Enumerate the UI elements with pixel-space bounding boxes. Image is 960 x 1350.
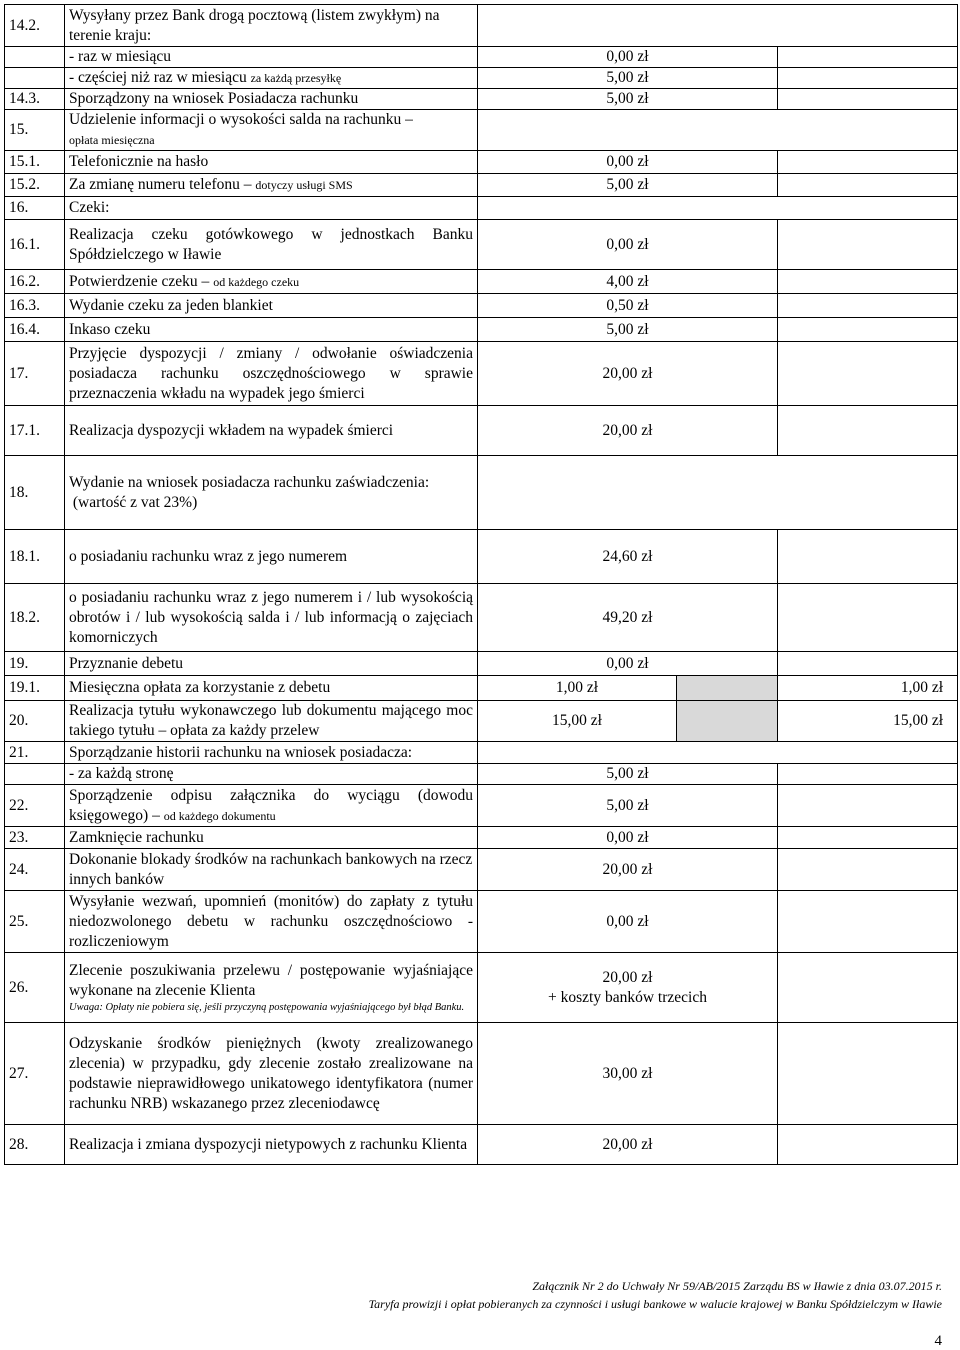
row-number: 23. bbox=[5, 827, 65, 849]
row-amount: 0,00 zł bbox=[478, 652, 778, 676]
row-description: Przyjęcie dyspozycji / zmiany / odwołanie oświadczenia posiadacza rachunku oszczędnościowego w sprawie przeznaczenia wkładu na wypadek jego śmierci bbox=[65, 342, 478, 406]
row-number: 18. bbox=[5, 456, 65, 530]
table-row bbox=[5, 406, 958, 456]
row-description: - częściej niż raz w miesiącu za każdą przesyłkę bbox=[65, 68, 478, 89]
row-number: 28. bbox=[5, 1125, 65, 1165]
row-note: Uwaga: Opłaty nie pobiera się, jeśli przyczyną postępowania wyjaśniającego był błąd Banku. bbox=[69, 1002, 465, 1013]
table-row bbox=[5, 827, 958, 849]
row-amount: 20,00 zł bbox=[478, 406, 778, 456]
table-row bbox=[5, 701, 958, 742]
table-row bbox=[5, 1125, 958, 1165]
row-description: Zamknięcie rachunku bbox=[65, 827, 478, 849]
table-row bbox=[5, 47, 958, 68]
table-row bbox=[5, 530, 958, 584]
row-number: 27. bbox=[5, 1023, 65, 1125]
row-number: 15. bbox=[5, 110, 65, 151]
row-description: Sporządzanie historii rachunku na wniosek posiadacza: bbox=[65, 742, 478, 764]
row-number: 26. bbox=[5, 953, 65, 1023]
row-description: Realizacja dyspozycji wkładem na wypadek śmierci bbox=[65, 406, 478, 456]
row-amount: 20,00 zł bbox=[478, 342, 778, 406]
row-amount: 5,00 zł bbox=[478, 68, 778, 89]
row-number: 15.2. bbox=[5, 174, 65, 197]
row-description: Realizacja tytułu wykonawczego lub dokumentu mającego moc takiego tytułu – opłata za każdy przelew bbox=[65, 701, 478, 742]
table-row bbox=[5, 110, 958, 151]
row-description: Realizacja czeku gotówkowego w jednostkach Banku Spółdzielczego w Iławie bbox=[65, 220, 478, 270]
row-number: 24. bbox=[5, 849, 65, 891]
row-description: Za zmianę numeru telefonu – dotyczy usługi SMS bbox=[65, 174, 478, 197]
row-amount: 20,00 zł + koszty banków trzecich bbox=[478, 953, 778, 1023]
row-number: 15.1. bbox=[5, 151, 65, 174]
table-row bbox=[5, 294, 958, 318]
table-row bbox=[5, 953, 958, 1023]
row-description: Telefonicznie na hasło bbox=[65, 151, 478, 174]
row-description: - raz w miesiącu bbox=[65, 47, 478, 68]
table-row bbox=[5, 342, 958, 406]
table-row bbox=[5, 652, 958, 676]
table-row bbox=[5, 849, 958, 891]
page-number: 4 bbox=[934, 1333, 942, 1349]
row-description: Odzyskanie środków pieniężnych (kwoty zrealizowanego zlecenia) w przypadku, gdy zlecenie zostało zrealizowane na podstawie nieprawidłowego unikatowego identyfikatora (numer rachunku NRB) wskazanego przez zleceniodawcę bbox=[65, 1023, 478, 1125]
row-number: 14.2. bbox=[5, 5, 65, 47]
footer-attachment-line: Załącznik Nr 2 do Uchwały Nr 59/AB/2015 Zarządu BS w Iławie z dnia 03.07.2015 r. bbox=[532, 1279, 942, 1293]
row-description: o posiadaniu rachunku wraz z jego numerem i / lub wysokością obrotów i / lub wysokością salda i / lub informacją o zajęciach komorniczych bbox=[65, 584, 478, 652]
row-amount: 0,00 zł bbox=[478, 151, 778, 174]
row-number: 14.3. bbox=[5, 89, 65, 110]
row-description: Wysyłanie wezwań, upomnień (monitów) do zapłaty z tytułu niedozwolonego debetu w rachunku oszczędnościowo - rozliczeniowym bbox=[65, 891, 478, 953]
table-row bbox=[5, 1023, 958, 1125]
table-row bbox=[5, 456, 958, 530]
row-number: 22. bbox=[5, 785, 65, 827]
row-amount: 1,00 zł bbox=[478, 676, 677, 700]
row-number: 18.2. bbox=[5, 584, 65, 652]
row-amount: 5,00 zł bbox=[478, 174, 778, 197]
row-number: 16.3. bbox=[5, 294, 65, 318]
row-description: Potwierdzenie czeku – od każdego czeku bbox=[65, 270, 478, 294]
row-number: 19. bbox=[5, 652, 65, 676]
row-description: Sporządzony na wniosek Posiadacza rachunku bbox=[65, 89, 478, 110]
row-amount: 5,00 zł bbox=[478, 89, 778, 110]
table-row bbox=[5, 891, 958, 953]
row-description: Wydanie na wniosek posiadacza rachunku zaświadczenia: (wartość z vat 23%) bbox=[65, 456, 478, 530]
row-description: - za każdą stronę bbox=[65, 764, 478, 785]
row-number: 16.2. bbox=[5, 270, 65, 294]
row-number: 20. bbox=[5, 701, 65, 742]
row-amount-2: 1,00 zł bbox=[778, 676, 958, 701]
row-description: Udzielenie informacji o wysokości salda na rachunku – opłata miesięczna bbox=[65, 110, 478, 151]
table-row bbox=[5, 174, 958, 197]
table-row bbox=[5, 68, 958, 89]
row-number: 25. bbox=[5, 891, 65, 953]
row-number: 16.1. bbox=[5, 220, 65, 270]
row-amount: 5,00 zł bbox=[478, 318, 778, 342]
row-description: Sporządzenie odpisu załącznika do wyciągu (dowodu księgowego) – od każdego dokumentu bbox=[65, 785, 478, 827]
row-amount: 0,50 zł bbox=[478, 294, 778, 318]
row-amount: 0,00 zł bbox=[478, 220, 778, 270]
table-row bbox=[5, 270, 958, 294]
row-amount: 24,60 zł bbox=[478, 530, 778, 584]
row-description: Wysyłany przez Bank drogą pocztową (listem zwykłym) na terenie kraju: bbox=[65, 5, 478, 47]
row-amount: 49,20 zł bbox=[478, 584, 778, 652]
row-amount: 20,00 zł bbox=[478, 1125, 778, 1165]
row-description: Wydanie czeku za jeden blankiet bbox=[65, 294, 478, 318]
table-row bbox=[5, 151, 958, 174]
row-description: Czeki: bbox=[65, 197, 478, 220]
row-number: 17.1. bbox=[5, 406, 65, 456]
fee-table bbox=[4, 4, 958, 1165]
row-amount: 0,00 zł bbox=[478, 47, 778, 68]
row-description: Realizacja i zmiana dyspozycji nietypowych z rachunku Klienta bbox=[65, 1125, 478, 1165]
row-description: o posiadaniu rachunku wraz z jego numerem bbox=[65, 530, 478, 584]
row-number: 19.1. bbox=[5, 676, 65, 701]
row-number: 16.4. bbox=[5, 318, 65, 342]
row-number: 18.1. bbox=[5, 530, 65, 584]
row-number: 21. bbox=[5, 742, 65, 764]
table-row bbox=[5, 197, 958, 220]
row-amount: 0,00 zł bbox=[478, 891, 778, 953]
table-row bbox=[5, 742, 958, 764]
row-description: Przyznanie debetu bbox=[65, 652, 478, 676]
row-amount: 0,00 zł bbox=[478, 827, 778, 849]
row-amount: 5,00 zł bbox=[478, 785, 778, 827]
row-description: Miesięczna opłata za korzystanie z debetu bbox=[65, 676, 478, 701]
row-number: 16. bbox=[5, 197, 65, 220]
table-row bbox=[5, 785, 958, 827]
row-number: 17. bbox=[5, 342, 65, 406]
row-amount: 4,00 zł bbox=[478, 270, 778, 294]
row-amount: 5,00 zł bbox=[478, 764, 778, 785]
table-row bbox=[5, 764, 958, 785]
footer-tariff-line: Taryfa prowizji i opłat pobieranych za czynności i usługi bankowe w walucie krajowej w Banku Spółdzielczym w Iławie bbox=[368, 1297, 942, 1311]
row-description: Zlecenie poszukiwania przelewu / postępowanie wyjaśniające wykonane na zlecenie Klienta Uwaga: Opłaty nie pobiera się, jeśli przyczyną postępowania wyjaśniającego był błąd Banku. bbox=[65, 953, 478, 1023]
table-row bbox=[5, 318, 958, 342]
table-row bbox=[5, 89, 958, 110]
table-row bbox=[5, 220, 958, 270]
table-row bbox=[5, 5, 958, 47]
row-amount: 15,00 zł bbox=[478, 701, 677, 741]
row-description: Dokonanie blokady środków na rachunkach bankowych na rzecz innych banków bbox=[65, 849, 478, 891]
table-row bbox=[5, 676, 958, 701]
table-row bbox=[5, 584, 958, 652]
row-amount-2: 15,00 zł bbox=[778, 701, 958, 742]
row-amount: 30,00 zł bbox=[478, 1023, 778, 1125]
row-amount: 20,00 zł bbox=[478, 849, 778, 891]
row-description: Inkaso czeku bbox=[65, 318, 478, 342]
